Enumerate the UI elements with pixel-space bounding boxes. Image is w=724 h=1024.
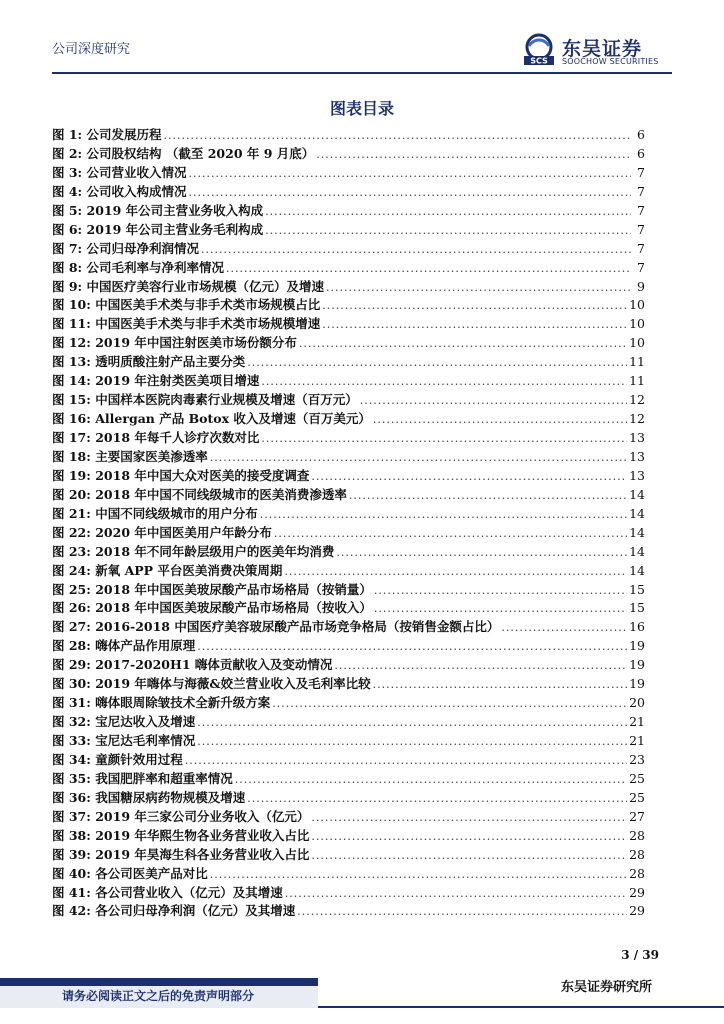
header-divider [52,72,672,74]
toc-dot-leader [334,657,627,676]
logo-chinese-name: 东吴证券 [562,38,643,60]
toc-entry-label [52,618,499,637]
toc-entry-number: 图 35: [52,770,91,786]
toc-entry-number: 图 3: [52,164,83,180]
toc-entry-page: 25 [629,789,645,805]
toc-dot-leader [299,335,627,354]
toc-entry-title: 透明质酸注射产品主要分类 [95,354,246,370]
toc-entry-label [52,808,309,827]
toc-dot-leader [285,885,627,904]
toc-entry[interactable] [52,278,645,297]
toc-entry-title: 公司股权结构 （截至 2020 年 9 月底） [86,145,315,161]
toc-entry[interactable] [52,808,645,827]
toc-entry-page: 14 [629,543,645,559]
toc-entry-title: 2018 年中国医美玻尿酸产品市场格局（按收入） [95,600,372,616]
toc-entry-page: 29 [629,884,645,900]
toc-entry-label [52,429,259,448]
toc-entry[interactable] [52,732,645,751]
toc-dot-leader [326,279,631,298]
toc-dot-leader [272,695,627,714]
toc-entry-number: 图 33: [52,733,91,748]
footer-disclaimer: 请务必阅读正文之后的免责声明部分 [62,989,255,1003]
toc-entry-title: 公司毛利率与净利率情况 [86,259,225,275]
toc-entry-page: 14 [629,486,645,502]
toc-dot-leader [189,165,631,184]
toc-dot-leader [284,563,627,582]
toc-dot-leader [360,392,627,411]
toc-entry[interactable] [52,562,645,581]
toc-entry[interactable] [52,543,645,562]
toc-entry-title: 公司营业收入情况 [86,164,187,180]
toc-entry-label [52,372,259,391]
toc-entry-number: 图 8: [52,259,83,275]
toc-entry-number: 图 19: [52,467,91,483]
toc-entry-number: 图 12: [52,335,91,351]
toc-entry[interactable] [52,599,645,618]
toc-entry[interactable] [52,694,645,713]
toc-entry[interactable] [52,770,645,789]
toc-entry-title: 我国肥胖率和超重率情况 [95,770,233,786]
toc-entry[interactable] [52,259,645,278]
toc-entry-title: 2017-2020H1 嗨体贡献收入及变动情况 [95,657,333,673]
toc-entry-label [52,296,320,315]
toc-entry-page: 9 [637,278,645,294]
toc-entry-page: 13 [629,467,645,483]
toc-entry-title: 中国医美手术类与非手术类市场规模占比 [95,297,321,313]
toc-dot-leader [316,146,631,165]
toc-entry-label [52,656,332,675]
company-logo [522,30,672,70]
toc-entry-number: 图 14: [52,373,91,389]
figure-toc-list [52,126,645,921]
toc-entry[interactable] [52,202,645,221]
toc-dot-leader [274,525,627,544]
toc-entry-label [52,334,297,353]
toc-entry-title: 公司归母净利润情况 [86,240,200,256]
toc-entry-title: 2019 年公司主营业务毛利构成 [86,221,264,237]
toc-entry-number: 图 1: [52,127,83,142]
toc-entry-title: 中国医美手术类与非手术类市场规模增速 [95,316,321,332]
toc-dot-leader [311,828,627,847]
toc-entry-number: 图 32: [52,714,91,730]
toc-entry-title: 2018 年中国不同线级城市的医美消费渗透率 [95,486,347,502]
toc-entry[interactable] [52,429,645,448]
toc-entry-number: 图 37: [52,808,91,824]
toc-entry-page: 21 [629,733,645,748]
toc-entry-page: 14 [629,562,645,578]
svg-text:SCS: SCS [530,56,548,66]
toc-entry-number: 图 16: [52,411,91,427]
toc-entry-label [52,789,245,808]
toc-entry-label [52,884,283,903]
toc-entry-title: 2018 年不同年龄层级用户的医美年均消费 [95,543,335,559]
toc-entry[interactable] [52,751,645,770]
toc-entry-title: 各公司医美产品对比 [95,865,208,881]
toc-entry-title: 主要国家医美渗透率 [95,448,208,464]
toc-entry-number: 图 42: [52,903,91,919]
toc-dot-leader [247,790,627,809]
toc-dot-leader [197,733,627,752]
toc-entry-title: 宝尼达毛利率情况 [95,733,196,748]
toc-entry-title: 2019 年公司主营业务收入构成 [86,202,264,218]
toc-entry-title: 2019 年昊海生科各业务营业收入占比 [95,846,310,862]
toc-entry-label [52,732,195,751]
toc-entry[interactable] [52,183,645,202]
toc-entry-label [52,846,309,865]
toc-dot-leader [311,468,627,487]
soochow-logo-icon [522,32,556,66]
toc-entry-label [52,448,208,467]
toc-entry-title: 2018 年每千人诊疗次数对比 [95,430,260,445]
toc-entry-number: 图 40: [52,865,91,881]
toc-entry[interactable] [52,391,645,410]
toc-entry-label [52,505,258,524]
toc-entry-label [52,599,372,618]
toc-entry-number: 图 22: [52,524,91,540]
toc-dot-leader [260,506,627,525]
toc-entry-number: 图 21: [52,505,91,521]
toc-dot-leader [373,411,627,430]
toc-dot-leader [261,373,627,392]
toc-entry-title: 新氧 APP 平台医美消费决策周期 [95,562,283,578]
toc-dot-leader [261,430,627,449]
toc-entry[interactable] [52,618,645,637]
toc-entry-label [52,126,162,145]
toc-entry-page: 7 [637,202,645,218]
toc-dot-leader [185,752,627,771]
toc-dot-leader [164,127,631,146]
toc-entry[interactable] [52,902,645,921]
toc-entry-label [52,145,314,164]
toc-entry-label [52,751,183,770]
toc-entry-number: 图 26: [52,600,91,616]
toc-entry-title: 童颜针效用过程 [95,751,183,767]
toc-entry-page: 11 [629,373,645,389]
toc-entry-number: 图 5: [52,202,83,218]
toc-entry[interactable] [52,524,645,543]
toc-dot-leader [189,184,631,203]
toc-entry[interactable] [52,448,645,467]
toc-entry-label [52,524,272,543]
toc-entry-number: 图 28: [52,638,91,654]
toc-entry-label [52,410,371,429]
toc-entry-label [52,543,334,562]
toc-entry-number: 图 15: [52,392,91,408]
toc-entry-title: 中国医疗美容行业市场规模（亿元）及增速 [86,278,325,294]
footer-company-name: 东吴证券研究所 [560,980,652,995]
toc-entry-number: 图 38: [52,827,91,843]
toc-entry-page: 7 [637,221,645,237]
toc-entry[interactable] [52,865,645,884]
toc-entry-page: 6 [637,145,645,161]
toc-dot-leader [349,487,627,506]
toc-entry[interactable] [52,315,645,334]
toc-entry[interactable] [52,827,645,846]
toc-entry-page: 20 [629,695,645,711]
toc-dot-leader [311,809,627,828]
toc-entry-page: 28 [629,827,645,843]
toc-entry-page: 12 [629,392,645,408]
toc-entry-number: 图 2: [52,145,83,161]
toc-entry-label [52,637,195,656]
toc-entry-page: 15 [629,581,645,597]
page-footer [0,978,724,1024]
toc-entry-number: 图 36: [52,789,91,805]
toc-entry[interactable] [52,126,645,145]
toc-entry-page: 10 [629,297,645,313]
toc-entry-number: 图 39: [52,846,91,862]
toc-entry[interactable] [52,410,645,429]
toc-entry-number: 图 30: [52,676,91,692]
toc-entry[interactable] [52,334,645,353]
toc-entry-page: 12 [629,411,645,427]
toc-entry[interactable] [52,581,645,600]
toc-entry-label [52,827,309,846]
toc-entry-title: 2019 年注射类医美项目增速 [95,373,260,389]
toc-entry-label [52,240,199,259]
toc-entry-page: 13 [629,448,645,464]
toc-entry-page: 7 [637,164,645,180]
toc-entry-number: 图 4: [52,183,83,199]
toc-dot-leader [226,260,631,279]
toc-entry-label [52,164,187,183]
toc-entry-number: 图 31: [52,695,91,711]
toc-entry-label [52,259,224,278]
toc-entry-number: 图 29: [52,657,91,673]
toc-entry-page: 14 [629,524,645,540]
toc-entry-title: 公司发展历程 [86,127,162,142]
toc-entry-label [52,902,295,921]
toc-entry-title: 公司收入构成情况 [86,183,187,199]
toc-dot-leader [501,619,627,638]
toc-entry-number: 图 41: [52,884,91,900]
toc-entry-title: 2019 年嗨体与海薇&姣兰营业收入及毛利率比较 [95,676,371,692]
toc-entry-number: 图 24: [52,562,91,578]
toc-entry-title: 2019 年中国注射医美市场份额分布 [95,335,297,351]
toc-entry-title: 2016-2018 中国医疗美容玻尿酸产品市场竞争格局（按销售金额占比） [95,619,500,635]
toc-dot-leader [311,847,627,866]
toc-entry-page: 10 [629,316,645,332]
toc-entry-number: 图 7: [52,240,83,256]
toc-entry-page: 28 [629,846,645,862]
toc-entry[interactable] [52,675,645,694]
toc-entry[interactable] [52,846,645,865]
toc-entry-label [52,562,282,581]
toc-entry[interactable] [52,296,645,315]
toc-entry-page: 19 [629,657,645,673]
toc-entry-number: 图 34: [52,751,91,767]
toc-entry[interactable] [52,145,645,164]
toc-entry-title: 2020 年中国医美用户年龄分布 [95,524,272,540]
toc-dot-leader [235,771,627,790]
toc-dot-leader [247,354,627,373]
toc-entry-label [52,675,371,694]
toc-dot-leader [322,316,627,335]
toc-entry-number: 图 6: [52,221,83,237]
toc-entry-page: 7 [637,259,645,275]
toc-entry-page: 13 [629,430,645,445]
toc-entry-label [52,486,347,505]
toc-entry-page: 27 [629,808,645,824]
toc-entry-label [52,770,233,789]
toc-entry[interactable] [52,353,645,372]
toc-dot-leader [374,582,627,601]
toc-entry-page: 21 [629,714,645,730]
page-number: 3 / 39 [621,948,659,962]
toc-entry[interactable] [52,637,645,656]
toc-dot-leader [197,714,627,733]
toc-entry-label [52,278,324,297]
toc-entry-title: 2018 年中国医美玻尿酸产品市场格局（按销量） [95,581,372,597]
toc-entry[interactable] [52,656,645,675]
toc-entry-title: 宝尼达收入及增速 [95,714,196,730]
toc-entry-title: 我国糖尿病药物规模及增速 [95,789,246,805]
toc-entry-page: 19 [629,638,645,654]
toc-entry[interactable] [52,240,645,259]
toc-entry-number: 图 9: [52,278,83,294]
toc-entry-label [52,221,263,240]
toc-entry-number: 图 27: [52,619,91,635]
toc-dot-leader [322,297,627,316]
toc-dot-leader [336,544,627,563]
toc-dot-leader [210,866,627,885]
toc-entry[interactable] [52,789,645,808]
toc-entry-number: 图 11: [52,316,91,332]
toc-entry-page: 16 [629,619,645,635]
toc-entry-title: 各公司营业收入（亿元）及其增速 [95,884,283,900]
toc-entry-number: 图 25: [52,581,91,597]
toc-entry-number: 图 20: [52,486,91,502]
toc-entry-title: 各公司归母净利润（亿元）及其增速 [95,903,296,919]
toc-entry-title: 2019 年华熙生物各业务营业收入占比 [95,827,310,843]
toc-entry[interactable] [52,486,645,505]
toc-dot-leader [265,222,631,241]
toc-entry-number: 图 18: [52,448,91,464]
logo-english-name: SOOCHOW SECURITIES [562,57,659,66]
page-header [52,0,672,72]
toc-entry-number: 图 10: [52,297,91,313]
toc-entry-label [52,694,270,713]
toc-entry[interactable] [52,164,645,183]
toc-entry-title: 中国不同线级城市的用户分布 [95,505,258,521]
toc-entry-label [52,315,320,334]
toc-entry[interactable] [52,221,645,240]
toc-entry-label [52,183,187,202]
toc-entry-page: 7 [637,240,645,256]
toc-entry-page: 7 [637,183,645,199]
toc-entry-page: 25 [629,770,645,786]
toc-entry[interactable] [52,372,645,391]
toc-entry-page: 19 [629,676,645,692]
toc-dot-leader [297,903,627,922]
toc-entry-label [52,713,195,732]
toc-title: 图表目录 [329,99,394,118]
toc-entry-label [52,467,309,486]
toc-entry-title: 嗨体眼周除皱技术全新升级方案 [95,695,271,711]
toc-dot-leader [197,638,627,657]
toc-entry[interactable] [52,505,645,524]
toc-entry-page: 14 [629,505,645,521]
toc-entry-page: 10 [629,335,645,351]
toc-entry-page: 29 [629,903,645,919]
toc-entry-title: Allergan 产品 Botox 收入及增速（百万美元） [95,411,371,427]
report-type-label: 公司深度研究 [52,42,131,57]
toc-dot-leader [201,241,631,260]
toc-entry-number: 图 23: [52,543,91,559]
toc-entry-page: 23 [629,751,645,767]
toc-entry[interactable] [52,884,645,903]
toc-entry-title: 嗨体产品作用原理 [95,638,196,654]
toc-dot-leader [374,600,627,619]
toc-entry-label [52,865,208,884]
toc-entry-label [52,202,263,221]
toc-entry-title: 2018 年中国大众对医美的接受度调查 [95,467,310,483]
toc-entry-page: 6 [637,127,645,142]
toc-entry-page: 11 [629,354,645,370]
footer-divider [318,1006,724,1008]
toc-entry-label [52,391,358,410]
toc-entry-number: 图 13: [52,354,91,370]
toc-dot-leader [210,449,627,468]
toc-entry-title: 2019 年三家公司分业务收入（亿元） [95,808,310,824]
toc-entry-label [52,353,245,372]
toc-entry-page: 28 [629,865,645,881]
toc-dot-leader [373,676,627,695]
toc-entry[interactable] [52,467,645,486]
toc-entry-title: 中国样本医院肉毒素行业规模及增速（百万元） [95,392,358,408]
toc-entry-number: 图 17: [52,430,91,445]
toc-entry[interactable] [52,713,645,732]
toc-entry-page: 15 [629,600,645,616]
toc-dot-leader [265,203,631,222]
toc-entry-label [52,581,372,600]
